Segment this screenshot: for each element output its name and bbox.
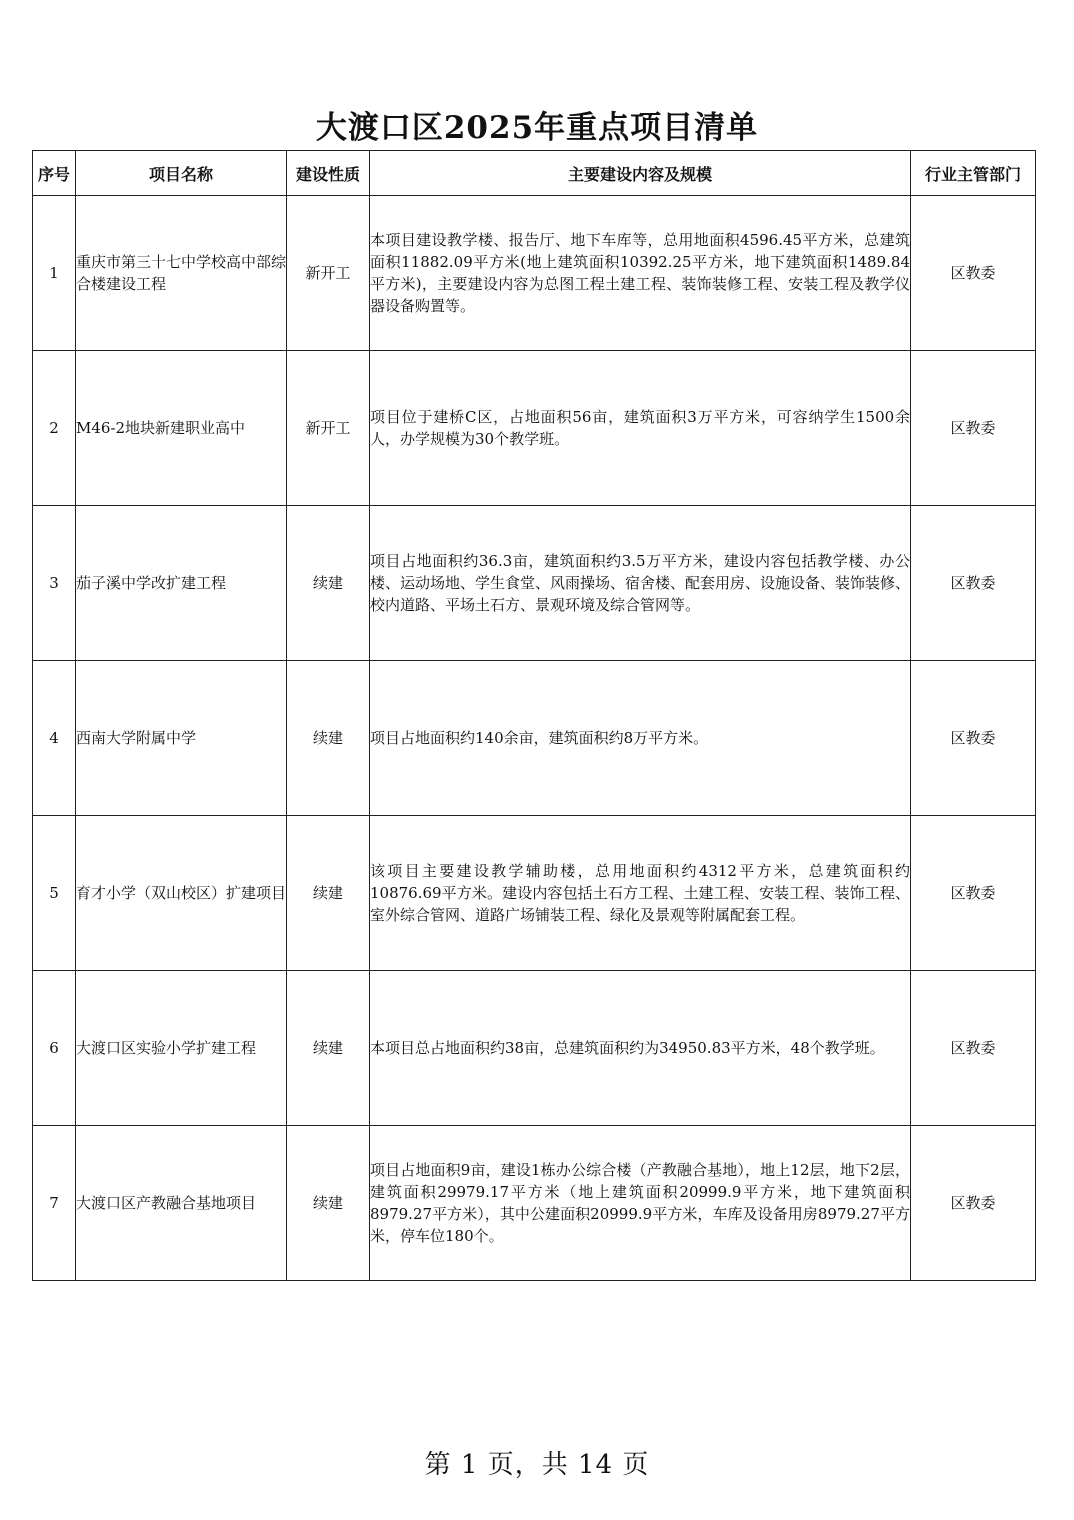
row-dept: 区教委 [911,351,1036,506]
row-no: 4 [33,661,76,816]
row-content: 项目占地面积约140余亩，建筑面积约8万平方米。 [370,661,911,816]
row-dept: 区教委 [911,506,1036,661]
table-row [33,661,1036,816]
row-name: 西南大学附属中学 [76,661,287,816]
row-no: 1 [33,196,76,351]
header-name: 项目名称 [76,151,287,196]
row-no: 2 [33,351,76,506]
table-row [33,1126,1036,1281]
row-no: 6 [33,971,76,1126]
table-row [33,816,1036,971]
header-type: 建设性质 [287,151,370,196]
table-row [33,506,1036,661]
row-dept: 区教委 [911,816,1036,971]
header-dept: 行业主管部门 [911,151,1036,196]
header-content: 主要建设内容及规模 [370,151,911,196]
row-dept: 区教委 [911,661,1036,816]
row-type: 续建 [287,1126,370,1281]
table-header-row [33,151,1036,196]
row-type: 新开工 [287,351,370,506]
row-type: 续建 [287,816,370,971]
row-dept: 区教委 [911,196,1036,351]
row-dept: 区教委 [911,971,1036,1126]
row-name: M46-2地块新建职业高中 [76,351,287,506]
row-dept: 区教委 [911,1126,1036,1281]
row-name: 育才小学（双山校区）扩建项目 [76,816,287,971]
row-type: 新开工 [287,196,370,351]
row-type: 续建 [287,506,370,661]
table-row [33,196,1036,351]
row-name: 大渡口区产教融合基地项目 [76,1126,287,1281]
row-type: 续建 [287,971,370,1126]
project-table [32,150,1036,1281]
row-name: 大渡口区实验小学扩建工程 [76,971,287,1126]
row-name: 茄子溪中学改扩建工程 [76,506,287,661]
row-name: 重庆市第三十七中学校高中部综合楼建设工程 [76,196,287,351]
row-no: 7 [33,1126,76,1281]
page-footer: 第 1 页，共 14 页 [424,1450,650,1480]
row-content: 该项目主要建设教学辅助楼，总用地面积约4312平方米，总建筑面积约10876.69平方米。建设内容包括土石方工程、土建工程、安装工程、装饰工程、室外综合管网、道路广场铺装工程、绿化及景观等附属配套工程。 [370,816,911,971]
row-no: 5 [33,816,76,971]
row-type: 续建 [287,661,370,816]
row-content: 本项目建设教学楼、报告厅、地下车库等，总用地面积4596.45平方米，总建筑面积11882.09平方米(地上建筑面积10392.25平方米，地下建筑面积1489.84平方米)，主要建设内容为总图工程土建工程、装饰装修工程、安装工程及教学仪器设备购置等。 [370,196,911,351]
row-content: 项目占地面积约36.3亩，建筑面积约3.5万平方米，建设内容包括教学楼、办公楼、运动场地、学生食堂、风雨操场、宿舍楼、配套用房、设施设备、装饰装修、校内道路、平场土石方、景观环境及综合管网等。 [370,506,911,661]
table-row [33,971,1036,1126]
table-row [33,351,1036,506]
page-title: 大渡口区2025年重点项目清单 [315,110,759,146]
header-no: 序号 [33,151,76,196]
row-content: 项目占地面积9亩，建设1栋办公综合楼（产教融合基地），地上12层，地下2层，建筑面积29979.17平方米（地上建筑面积20999.9平方米，地下建筑面积8979.27平方米），其中公建面积20999.9平方米，车库及设备用房8979.27平方米，停车位180个。 [370,1126,911,1281]
row-content: 本项目总占地面积约38亩，总建筑面积约为34950.83平方米，48个教学班。 [370,971,911,1126]
row-no: 3 [33,506,76,661]
row-content: 项目位于建桥C区，占地面积56亩，建筑面积3万平方米，可容纳学生1500余人，办学规模为30个教学班。 [370,351,911,506]
